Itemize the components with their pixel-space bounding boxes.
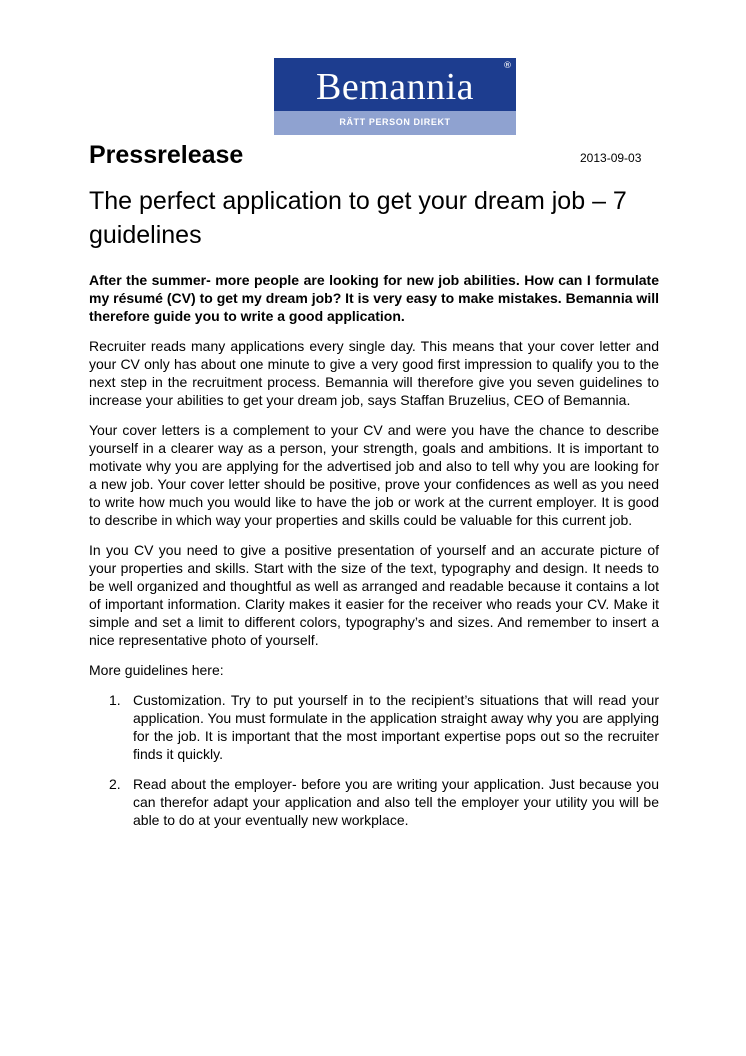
body-paragraph: Recruiter reads many applications every single day. This means that your cover letter and your CV only has about one minute to give a very good first impression to qualify you to the next step in the recruitment process. Bemannia will therefore give you seven guidelines to increase your abilities to get your dream job, says Staffan Bruzelius, CEO of Bemannia. (89, 338, 659, 408)
list-item-text: Read about the employer- before you are writing your application. Just because you can therefor adapt your application and also tell the employer your utility you will be able to do at your eventually new workplace. (133, 776, 659, 828)
bemannia-logo (274, 58, 516, 135)
document-body (89, 271, 659, 841)
page-title: The perfect application to get your dream job – 7 guidelines (89, 187, 627, 249)
logo-top-band (274, 58, 516, 111)
list-item (89, 775, 659, 829)
list-item-text: Customization. Try to put yourself in to the recipient’s situations that will read your application. You must formulate in the application straight away why you are applying for the job. It is important that the most important expertise pops out so the recruiter finds it quickly. (133, 692, 659, 762)
body-paragraph: In you CV you need to give a positive presentation of yourself and an accurate picture of your properties and skills. Start with the size of the text, typography and design. It needs to be well organized and thoughtful as well as arranged and readable because it contains a lot of important information. Clarity makes it easier for the receiver who reads your CV. Make it simple and set a limit to different colors, typography’s and sizes. And remember to insert a nice representative photo of yourself. (89, 542, 659, 648)
list-item-number: 1. (109, 692, 121, 708)
document-type-heading: Pressrelease (89, 141, 244, 169)
guidelines-list (89, 691, 659, 829)
guidelines-intro: More guidelines here: (89, 662, 224, 678)
body-paragraph: Your cover letters is a complement to your CV and were you have the chance to describe yourself in a clearer way as a person, your strength, goals and ambitions. It is important to motivate why you are applying for the advertised job and also to tell why you are looking for a new job. Your cover letter should be positive, prove your confidences as well as you need to write how much you would like to have the job or work at the current employer. It is good to describe in which way your properties and skills could be valuable for this current job. (89, 422, 659, 528)
list-item-number: 2. (109, 776, 121, 792)
release-date: 2013-09-03 (580, 151, 642, 165)
list-item (89, 691, 659, 763)
logo-bottom-band (274, 111, 516, 135)
logo-name: Bemannia (315, 66, 475, 108)
logo-tagline: RÄTT PERSON DIREKT (339, 117, 451, 127)
registered-mark: ® (503, 61, 512, 71)
lead-paragraph: After the summer- more people are looking for new job abilities. How can I formulate my résumé (CV) to get my dream job? It is very easy to make mistakes. Bemannia will therefore guide you to write a good application. (89, 272, 659, 324)
